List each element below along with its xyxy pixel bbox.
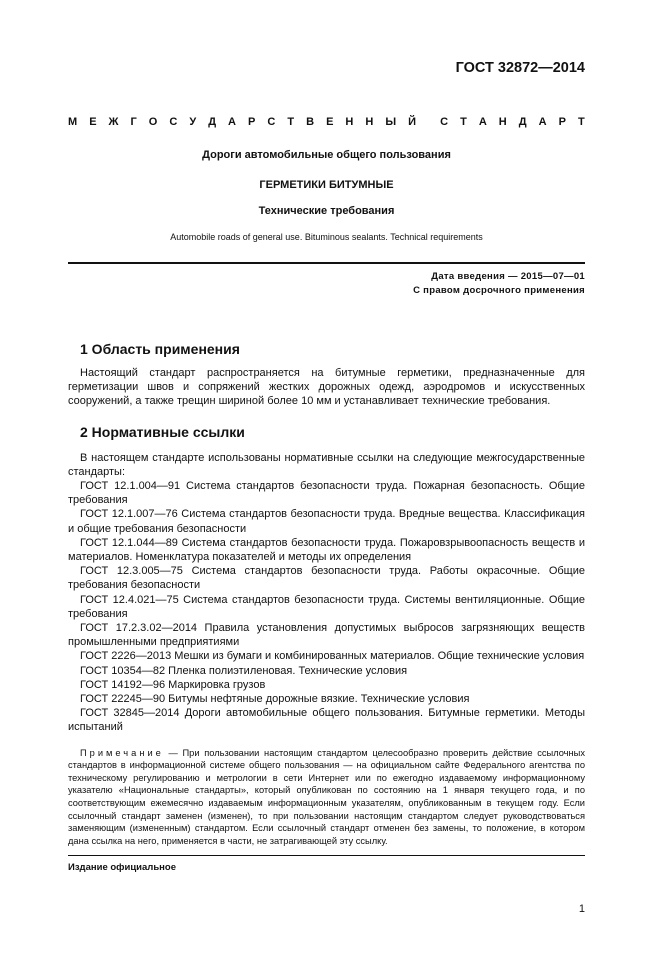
heading-letter: С [169,116,178,128]
heading-letter: Н [345,116,354,128]
heading-letter: О [148,116,158,128]
title-line-3: Технические требования [258,205,395,217]
note-text: — При пользовании настоящим стандартом целесообразно проверить действие ссылочных стандартов в информационной системе общего пользования — на официальном сайте Федерального агентства по техническому регулированию и метрологии в сети Интернет или по ежегодно издаваемому информационному указателю «Национальные стандарты», который опубликован по состоянию на 1 января текущего года, и по соответствующим ежемесячно издаваемым информационным указателям, опубликованным в текущем году. Если ссылочный стандарт заменен (изменен), то при пользовании настоящим стандартом следует руководствоваться заменяющим (измененным) стандартом. Если ссылочный стандарт отменен без замены, то положение, в котором дана ссылка на него, применяется в части, не затрагивающей эту ссылку. [68,747,585,846]
note [68,747,585,848]
heading-letter: С [440,116,449,128]
heading-letter: Т [287,116,295,128]
section-1-text [68,366,585,409]
title-english: Automobile roads of general use. Bituminous sealants. Technical requirements [170,232,483,242]
heading-letter: Ж [108,116,119,128]
introduction-date: Дата введения — 2015—07—01 [431,271,585,282]
heading-letter: А [228,116,236,128]
edition-label: Издание официальное [68,862,176,874]
heading-letter: Т [460,116,467,128]
reference-item: ГОСТ 12.1.044—89 Система стандартов безопасности труда. Пожаровзрывоопасность веществ и материалов. Номенклатура показателей и методы их определения [68,536,585,564]
heading-letter: Е [89,116,97,128]
title-line-2: ГЕРМЕТИКИ БИТУМНЫЕ [259,179,394,191]
heading-letter: В [306,116,315,128]
section-1-heading: 1 Область применения [80,341,240,357]
heading-letter: Р [558,116,566,128]
heading-letter: Ы [385,116,397,128]
paragraph: Настоящий стандарт распространяется на битумные герметики, предназначенные для герметизации швов и сопряжений жестких дорожных одежд, аэродромов и искусственных сооружений, а также трещин шириной более 10 мм и устанавливает технические требования. [68,367,585,408]
heading-letter: Д [208,116,217,128]
heading-letter: Н [365,116,374,128]
note-label: Примечание [80,747,164,758]
divider [68,855,585,856]
reference-item: ГОСТ 12.4.021—75 Система стандартов безопасности труда. Системы вентиляционные. Общие требования [68,593,585,620]
reference-item: ГОСТ 14192—96 Маркировка грузов [80,678,266,691]
heading-letter: Г [130,116,137,128]
references-list [68,451,585,735]
heading-letter: М [68,116,78,128]
document-body [68,0,585,955]
heading-letter: У [189,116,197,128]
paragraph: В настоящем стандарте использованы нормативные ссылки на следующие межгосударственные стандарты: [68,451,585,478]
reference-item: ГОСТ 12.1.007—76 Система стандартов безопасности труда. Вредные вещества. Классификация и общие требования безопасности [68,508,585,535]
section-2-heading: 2 Нормативные ссылки [80,423,245,440]
heading-letter: А [478,116,487,128]
early-application: С правом досрочного применения [413,285,585,296]
heading-letter: Р [248,116,256,128]
reference-item: ГОСТ 17.2.3.02—2014 Правила установления допустимых выбросов загрязняющих веществ промышленными предприятиями [68,622,585,649]
reference-item: ГОСТ 22245—90 Битумы нефтяные дорожные вязкие. Технические условия [80,693,470,706]
heading-letter: Т [577,116,585,128]
reference-item: ГОСТ 12.3.005—75 Система стандартов безопасности труда. Работы окрасочные. Общие требования безопасности [68,565,585,592]
page-number: 1 [578,903,585,916]
reference-item: ГОСТ 10354—82 Пленка полиэтиленовая. Технические условия [80,664,408,677]
heading-letter: Д [518,116,527,128]
reference-item: ГОСТ 12.1.004—91 Система стандартов безопасности труда. Пожарная безопасность. Общие требования [68,480,585,507]
reference-item: ГОСТ 32845—2014 Дороги автомобильные общего пользования. Битумные герметики. Методы испытаний [68,707,585,734]
heading-letter: Е [326,116,334,128]
reference-item: ГОСТ 2226—2013 Мешки из бумаги и комбинированных материалов. Общие технические условия [80,650,585,663]
document-code: ГОСТ 32872—2014 [455,60,585,76]
heading-letter: Й [408,116,417,128]
heading-letter: А [538,116,547,128]
heading-letter: Н [498,116,507,128]
heading-letter: С [267,116,276,128]
title-line-1: Дороги автомобильные общего пользования [202,149,451,161]
